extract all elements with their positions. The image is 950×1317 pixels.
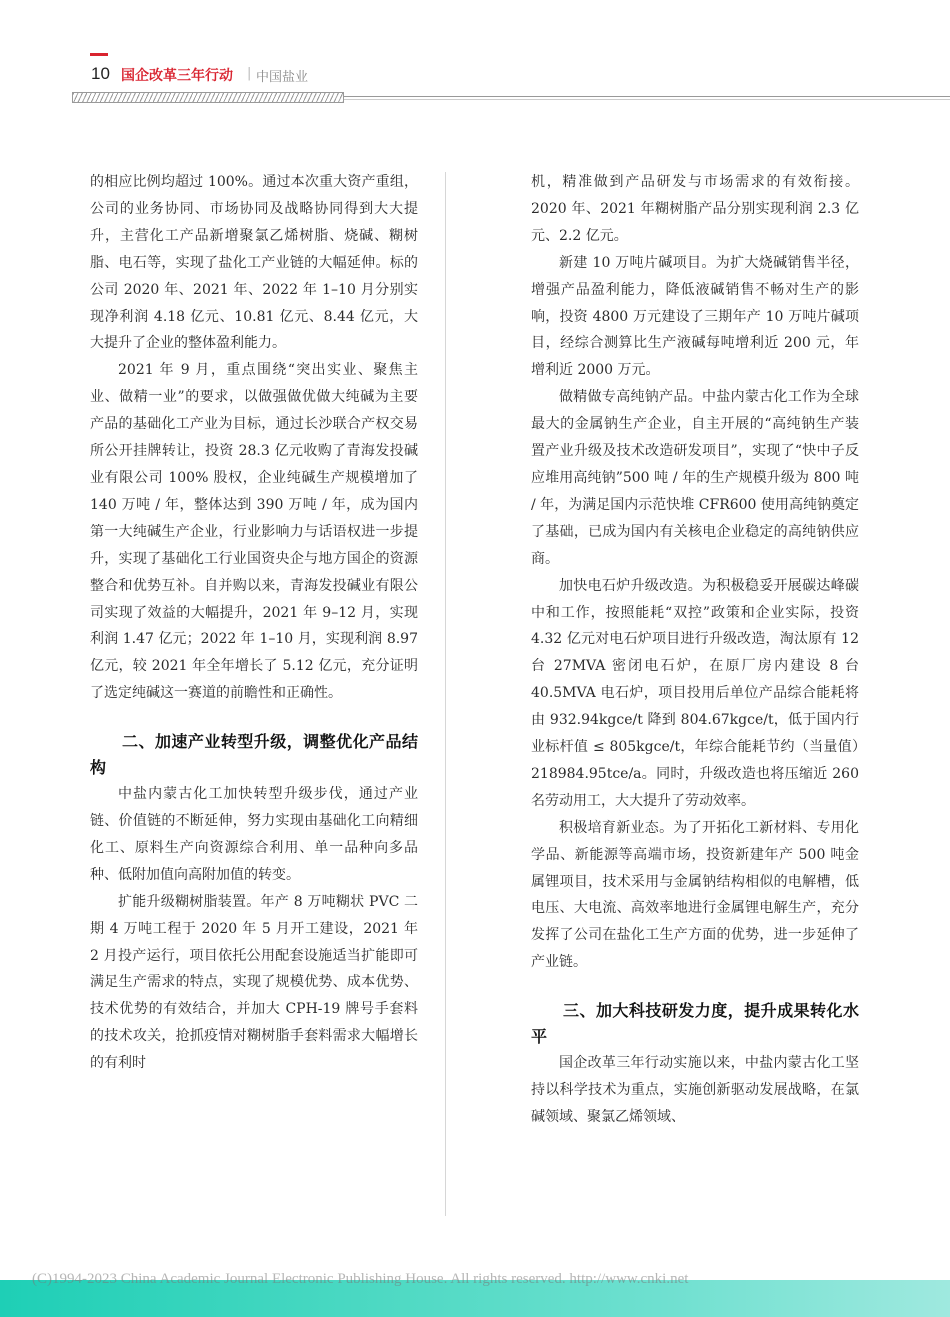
paragraph: 国企改革三年行动实施以来，中盐内蒙古化工坚持以科学技术为重点，实施创新驱动发展战略，在氯碱领域、聚氯乙烯领域、 [531, 1055, 859, 1125]
paragraph: 做精做专高纯钠产品。中盐内蒙古化工作为全球最大的金属钠生产企业，自主开展的“高纯钠生产装置产业升级及技术改造研发项目”，实现了“快中子反应堆用高纯钠”500 吨 / 年的生产规模升级为 800 吨 / 年，为满足国内示范快堆 CFR600 使用高纯钠奠定了基础，已成为国内有关核电企业稳定的高纯钠供应商。 [531, 389, 859, 567]
left-column [90, 169, 418, 1077]
copyright-watermark: (C)1994-2023 China Academic Journal Electronic Publishing House. All rights reserved. http://www.cnki.net [32, 1271, 689, 1287]
column-divider [445, 172, 446, 1216]
paragraph: 2021 年 9 月，重点围绕“突出实业、聚焦主业、做精一业”的要求，以做强做优做大纯碱为主要产品的基础化工产业为目标，通过长沙联合产权交易所公开挂牌转让，投资 28.3 亿元收购了青海发投碱业有限公司 100% 股权，企业纯碱生产规模增加了 140 万吨 / 年，整体达到 390 万吨 / 年，成为国内第一大纯碱生产企业，行业影响力与话语权进一步提升，实现了基础化工行业国资央企与地方国企的资源整合和优势互补。自并购以来，青海发投碱业有限公司实现了效益的大幅提升，2021 年 9–12 月，实现利润 1.47 亿元；2022 年 1–10 月，实现利润 8.97 亿元，较 2021 年全年增长了 5.12 亿元，充分证明了选定纯碱这一赛道的前瞻性和正确性。 [90, 362, 418, 702]
paragraph: 积极培育新业态。为了开拓化工新材料、专用化学品、新能源等高端市场，投资新建年产 500 吨金属锂项目，技术采用与金属钠结构相似的电解槽，低电压、大电流、高效率地进行金属锂电解生产，充分发挥了公司在盐化工生产方面的优势，进一步延伸了产业链。 [531, 819, 859, 971]
header-hatch-decoration [72, 92, 344, 103]
header-separator: | [247, 66, 252, 81]
paragraph: 加快电石炉升级改造。为积极稳妥开展碳达峰碳中和工作，按照能耗“双控”政策和企业实际，投资 4.32 亿元对电石炉项目进行升级改造，淘汰原有 12 台 27MVA 密闭电石炉，在原厂房内建设 8 台 40.5MVA 电石炉，项目投用后单位产品综合能耗将由 932.94kgce/t 降到 804.67kgce/t，低于国内行业标杆值 ≤ 805kgce/t，年综合能耗节约（当量值）218984.95tce/a。同时，升级改造也将压缩近 260 名劳动用工，大大提升了劳动效率。 [531, 577, 859, 809]
paragraph: 扩能升级糊树脂装置。年产 8 万吨糊状 PVC 二期 4 万吨工程于 2020 年 5 月开工建设，2021 年 2 月投产运行，项目依托公用配套设施适当扩能即可满足生产需求的特点，实现了规模优势、成本优势、技术优势的有效结合，并加大 CPH-19 牌号手套料的技术攻关，抢抓疫情对糊树脂手套料需求大幅增长的有利时 [90, 893, 418, 1072]
magazine-name: 中国盐业 [256, 70, 309, 85]
section-heading-3: 三、加大科技研发力度，提升成果转化水平 [531, 1001, 859, 1047]
paragraph: 中盐内蒙古化工加快转型升级步伐，通过产业链、价值链的不断延伸，努力实现由基础化工向精细化工、原料生产向资源综合利用、单一品种向多品种、低附加值向高附加值的转变。 [90, 786, 418, 883]
section-title: 国企改革三年行动 [121, 68, 233, 84]
section-heading-2: 二、加速产业转型升级，调整优化产品结构 [90, 732, 418, 778]
header-rule [344, 96, 950, 97]
paragraph: 新建 10 万吨片碱项目。为扩大烧碱销售半径，增强产品盈利能力，降低液碱销售不畅对生产的影响，投资 4800 万元建设了三期年产 10 万吨片碱项目，经综合测算比生产液碱每吨增利近 200 元，年增利近 2000 万元。 [531, 254, 859, 379]
paragraph: 机，精准做到产品研发与市场需求的有效衔接。2020 年、2021 年糊树脂产品分别实现利润 2.3 亿元、2.2 亿元。 [531, 174, 859, 244]
paragraph: 的相应比例均超过 100%。通过本次重大资产重组，公司的业务协同、市场协同及战略协同得到大大提升，主营化工产品新增聚氯乙烯树脂、烧碱、糊树脂、电石等，实现了盐化工产业链的大幅延伸。标的公司 2020 年、2021 年、2022 年 1–10 月分别实现净利润 4.18 亿元、10.81 亿元、8.44 亿元，大大提升了企业的整体盈利能力。 [90, 174, 418, 352]
header-accent-bar [90, 53, 108, 56]
right-column [531, 169, 859, 1131]
header-rule-secondary [344, 99, 950, 100]
page-number: 10 [91, 64, 110, 83]
